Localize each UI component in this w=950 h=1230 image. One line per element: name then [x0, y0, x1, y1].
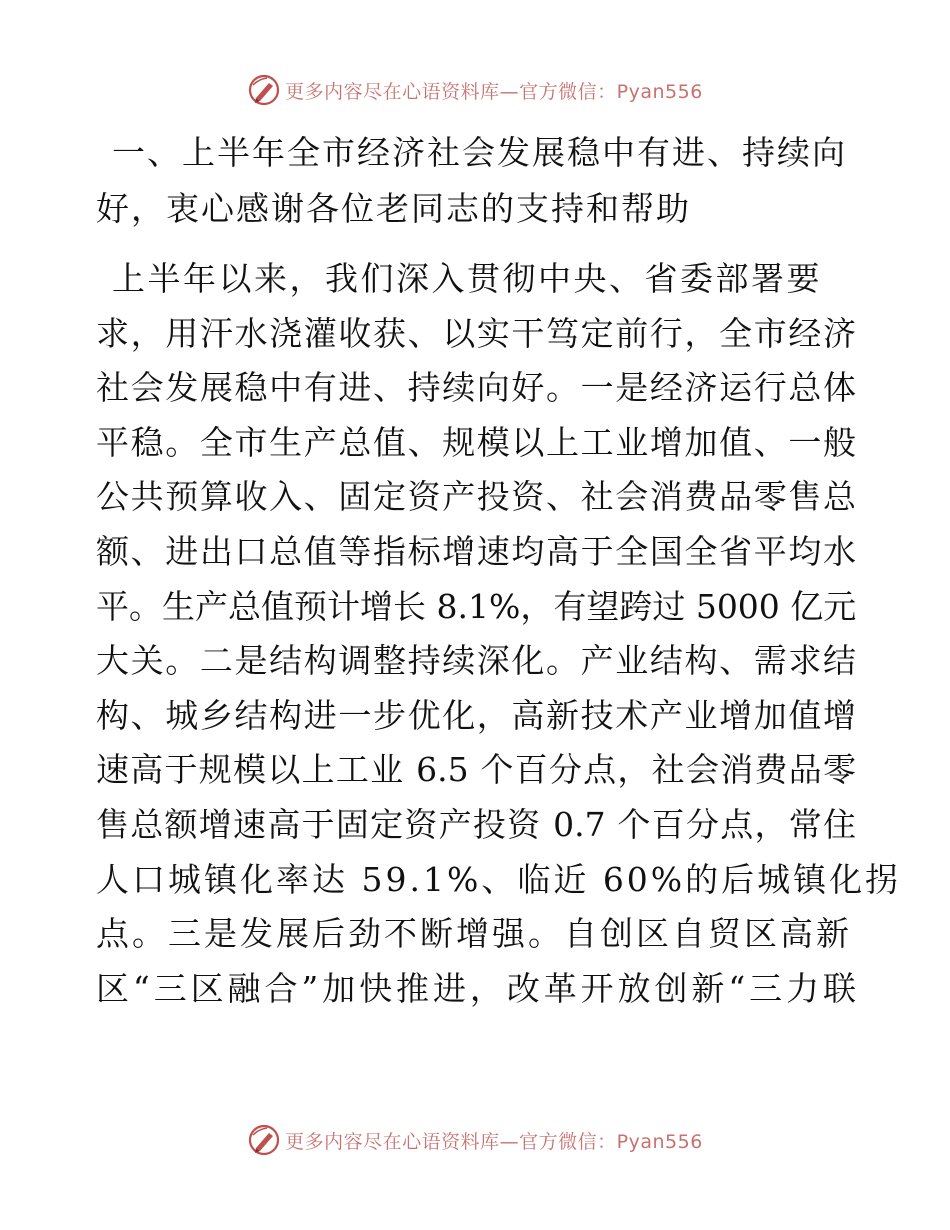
paragraph-line: 速高于规模以上工业 6.5 个百分点，社会消费品零: [96, 750, 856, 790]
pen-logo-icon: [247, 1123, 281, 1157]
paragraph-line: 公共预算收入、固定资产投资、社会消费品零售总: [96, 477, 856, 517]
paragraph-line: 求，用汗水浇灌收获、以实干笃定前行，全市经济: [96, 313, 856, 353]
paragraph-line: 额、进出口总值等指标增速均高于全国全省平均水: [96, 531, 856, 571]
body-paragraph: [96, 252, 902, 1016]
paragraph-line: 售总额增速高于固定资产投资 0.7 个百分点，常住: [96, 804, 856, 844]
paragraph-line: 社会发展稳中有进、持续向好。一是经济运行总体: [96, 368, 856, 408]
paragraph-line: 点。三是发展后劲不断增强。自创区自贸区高新: [96, 914, 852, 954]
paragraph-line: 平。生产总值预计增长 8.1%，有望跨过 5000 亿元: [96, 586, 857, 626]
watermark-text: 更多内容尽在心语资料库—官方微信：Pyan556: [285, 1130, 703, 1153]
paragraph-line: 区“三区融合”加快推进，改革开放创新“三力联: [96, 968, 856, 1008]
paragraph-line: 人口城镇化率达 59.1%、临近 60%的后城镇化拐: [96, 859, 902, 899]
section-heading: 一、上半年全市经济社会发展稳中有进、持续向好，衷心感谢各位老同志的支持和帮助: [96, 133, 847, 228]
watermark-footer: [0, 1120, 950, 1160]
paragraph-line: 构、城乡结构进一步优化，高新技术产业增加值增: [96, 695, 856, 735]
pen-logo-icon: [247, 73, 281, 107]
paragraph-line: 平稳。全市生产总值、规模以上工业增加值、一般: [96, 422, 856, 462]
paragraph-line: 上半年以来，我们深入贯彻中央、省委部署要: [112, 259, 822, 298]
paragraph-line: 大关。二是结构调整持续深化。产业结构、需求结: [96, 641, 856, 681]
watermark-header: [0, 70, 950, 110]
watermark-text: 更多内容尽在心语资料库—官方微信：Pyan556: [285, 80, 703, 103]
